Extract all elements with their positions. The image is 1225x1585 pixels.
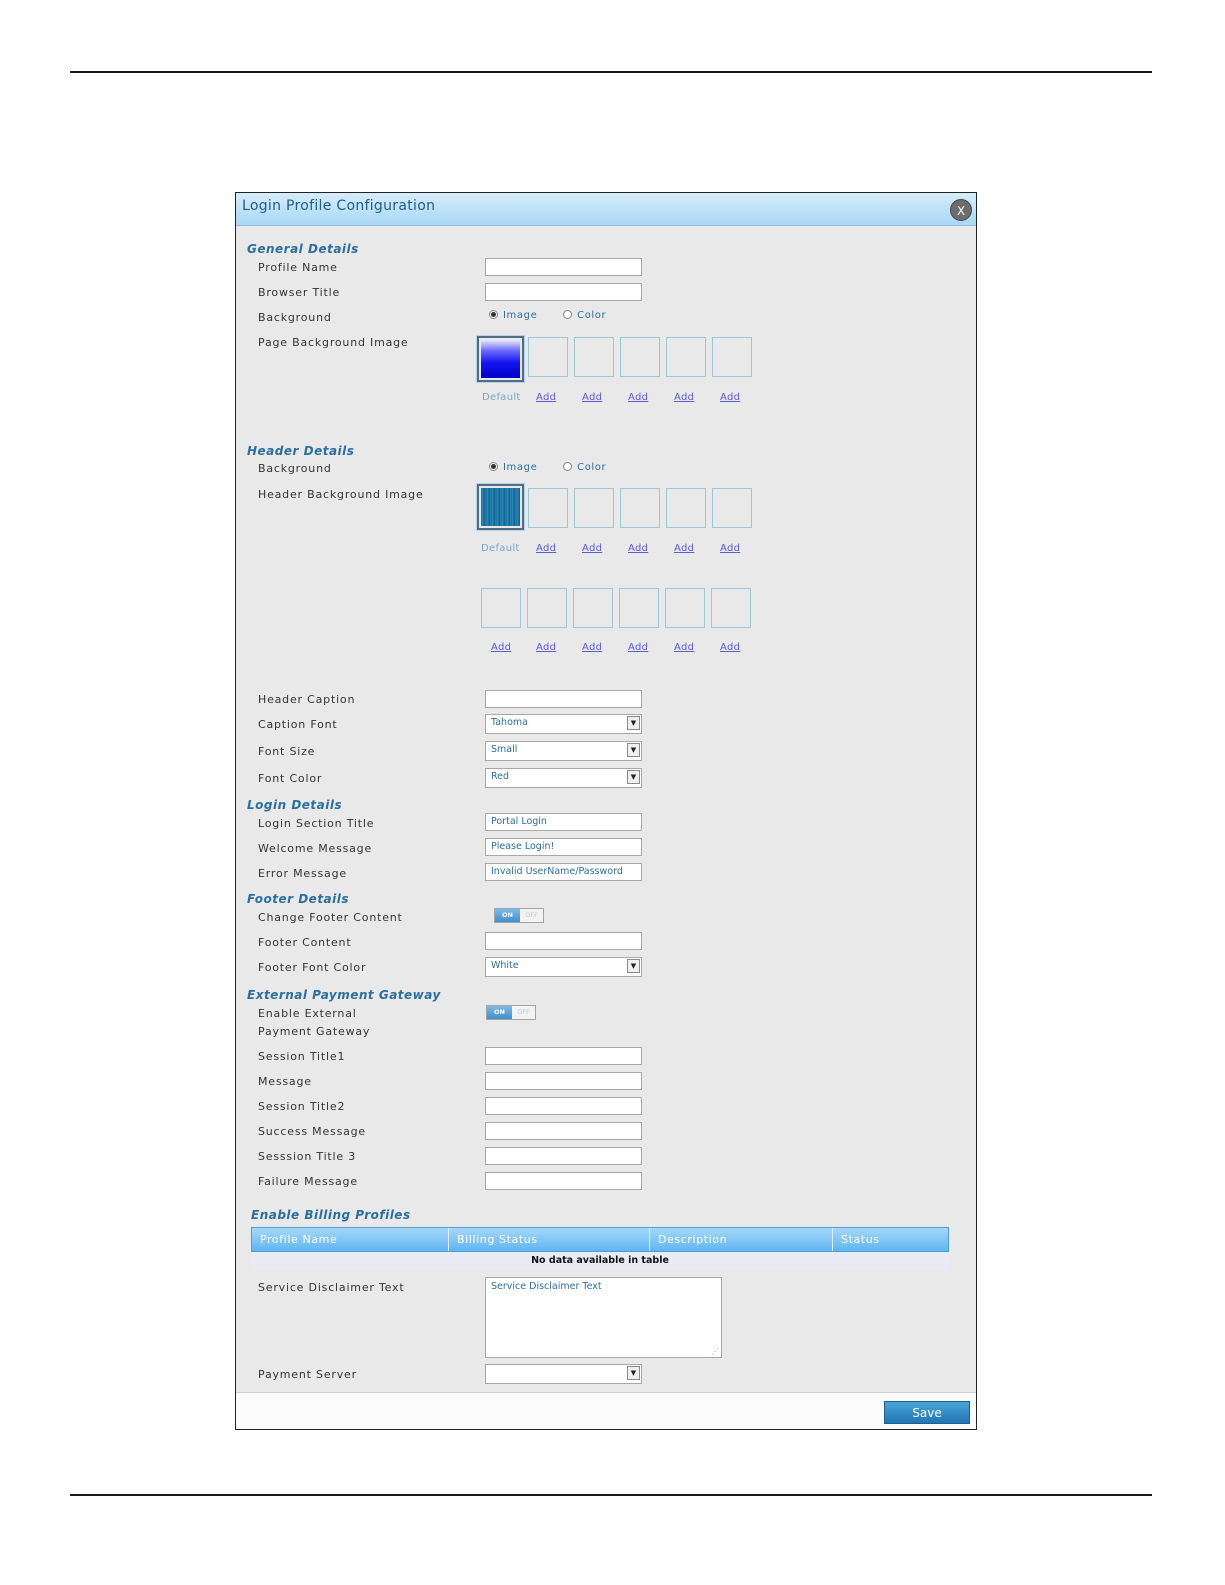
toggle-on-text: ON (487, 1006, 512, 1019)
radio-checked-icon[interactable] (489, 462, 498, 471)
close-button[interactable]: X (950, 199, 972, 221)
radio-unchecked-icon[interactable] (563, 310, 572, 319)
header-bg-thumb-slot[interactable] (528, 488, 568, 528)
font-color-label: Font Color (258, 772, 323, 785)
header-bg-thumb-slot[interactable] (665, 588, 705, 628)
column-header-status[interactable]: Status (841, 1233, 880, 1246)
message-input[interactable] (485, 1072, 642, 1090)
service-disclaimer-label: Service Disclaimer Text (258, 1281, 405, 1294)
payment-server-label: Payment Server (258, 1368, 357, 1381)
section-login-details: Login Details (247, 798, 343, 812)
session-title1-input[interactable] (485, 1047, 642, 1065)
failure-message-label: Failure Message (258, 1175, 358, 1188)
footer-content-input[interactable] (485, 932, 642, 950)
general-bg-color-option[interactable] (563, 310, 606, 321)
header-bg-thumb-slot[interactable] (666, 488, 706, 528)
page-bg-add-link[interactable]: Add (536, 392, 557, 403)
font-size-value: Small (491, 744, 518, 755)
header-bg-add-link[interactable]: Add (674, 543, 695, 554)
billing-table-header (251, 1227, 949, 1252)
caption-font-select[interactable] (485, 714, 642, 734)
profile-name-label: Profile Name (258, 261, 338, 274)
header-bg-add-link[interactable]: Add (582, 642, 603, 653)
page-top-rule (70, 71, 1152, 73)
toggle-off-text: OFF (525, 911, 538, 919)
font-color-select[interactable] (485, 768, 642, 788)
dropdown-arrow-icon[interactable]: ▼ (627, 716, 640, 730)
service-disclaimer-textarea[interactable] (485, 1277, 722, 1358)
header-caption-label: Header Caption (258, 693, 356, 706)
column-header-description[interactable]: Description (650, 1228, 833, 1251)
page-bg-add-link[interactable]: Add (628, 392, 649, 403)
column-header-billing-status[interactable]: Billing Status (449, 1228, 650, 1251)
billing-table-empty-row: No data available in table (251, 1252, 949, 1270)
header-bg-add-link[interactable]: Add (582, 543, 603, 554)
section-external-payment-gateway: External Payment Gateway (247, 988, 441, 1002)
radio-checked-icon[interactable] (489, 310, 498, 319)
dropdown-arrow-icon[interactable]: ▼ (627, 959, 640, 973)
session-title2-label: Session Title2 (258, 1100, 346, 1113)
failure-message-input[interactable] (485, 1172, 642, 1190)
header-bg-thumb-slot[interactable] (620, 488, 660, 528)
save-button[interactable]: Save (884, 1401, 970, 1424)
enable-external-label-line2: Payment Gateway (258, 1025, 371, 1038)
general-background-label: Background (258, 311, 332, 324)
general-bg-image-option[interactable] (489, 310, 537, 321)
header-bg-color-option[interactable] (563, 462, 606, 473)
session-title2-input[interactable] (485, 1097, 642, 1115)
header-bg-thumb-slot[interactable] (481, 588, 521, 628)
caption-font-value: Tahoma (491, 717, 528, 728)
header-caption-input[interactable] (485, 690, 642, 708)
section-enable-billing-profiles: Enable Billing Profiles (251, 1208, 411, 1222)
session-title1-label: Session Title1 (258, 1050, 346, 1063)
resize-grip-icon[interactable]: ⋰ (711, 1347, 719, 1356)
header-bg-thumb-slot[interactable] (527, 588, 567, 628)
page-bg-thumb-slot[interactable] (574, 337, 614, 377)
login-section-title-label: Login Section Title (258, 817, 375, 830)
page-background-image-label: Page Background Image (258, 336, 409, 349)
radio-unchecked-icon[interactable] (563, 462, 572, 471)
blue-texture-image (481, 488, 520, 526)
header-bg-add-link[interactable]: Add (628, 642, 649, 653)
dialog-title-bar (236, 193, 976, 226)
enable-external-label-line1: Enable External (258, 1007, 357, 1020)
header-bg-add-link[interactable]: Add (720, 642, 741, 653)
header-bg-add-link[interactable]: Add (674, 642, 695, 653)
error-message-label: Error Message (258, 867, 347, 880)
change-footer-content-label: Change Footer Content (258, 911, 403, 924)
session-title3-input[interactable] (485, 1147, 642, 1165)
toggle-on-text: ON (495, 909, 520, 922)
message-label: Message (258, 1075, 312, 1088)
header-bg-default-label: Default (481, 543, 520, 554)
header-bg-thumb-slot[interactable] (712, 488, 752, 528)
welcome-message-input[interactable]: Please Login! (485, 838, 642, 856)
page-bg-thumb-slot[interactable] (712, 337, 752, 377)
dropdown-arrow-icon[interactable]: ▼ (627, 743, 640, 757)
page-bg-thumb-slot[interactable] (528, 337, 568, 377)
change-footer-toggle[interactable] (494, 908, 544, 923)
header-bg-add-link[interactable]: Add (491, 642, 512, 653)
page-bg-thumb-slot[interactable] (620, 337, 660, 377)
welcome-message-label: Welcome Message (258, 842, 373, 855)
font-color-value: Red (491, 771, 510, 782)
footer-font-color-select[interactable] (485, 957, 642, 977)
header-bg-add-link[interactable]: Add (720, 543, 741, 554)
profile-name-input[interactable] (485, 258, 642, 276)
login-section-title-input[interactable]: Portal Login (485, 813, 642, 831)
toggle-off-text: OFF (517, 1008, 530, 1016)
page-bg-add-link[interactable]: Add (720, 392, 741, 403)
enable-payment-gateway-toggle[interactable] (486, 1005, 536, 1020)
service-disclaimer-value: Service Disclaimer Text (491, 1281, 602, 1292)
footer-content-label: Footer Content (258, 936, 352, 949)
general-bg-color-text: Color (577, 310, 607, 321)
dialog-title: Login Profile Configuration (242, 198, 436, 214)
dropdown-arrow-icon[interactable]: ▼ (627, 770, 640, 784)
payment-server-select[interactable] (485, 1364, 642, 1384)
success-message-input[interactable] (485, 1122, 642, 1140)
section-header-details: Header Details (247, 444, 355, 458)
browser-title-input[interactable] (485, 283, 642, 301)
header-bg-thumb-slot[interactable] (619, 588, 659, 628)
page-bg-default-label: Default (482, 392, 521, 403)
login-profile-dialog (235, 192, 977, 1430)
caption-font-label: Caption Font (258, 718, 338, 731)
dropdown-arrow-icon[interactable]: ▼ (627, 1366, 640, 1380)
section-general-details: General Details (247, 242, 359, 256)
page-bg-thumb-default[interactable] (477, 336, 524, 382)
font-size-select[interactable] (485, 741, 642, 761)
header-bg-thumb-slot[interactable] (574, 488, 614, 528)
error-message-input[interactable]: Invalid UserName/Password (485, 863, 642, 881)
footer-font-color-value: White (491, 960, 519, 971)
header-bg-image-text: Image (503, 462, 538, 473)
page-bg-add-link[interactable]: Add (674, 392, 695, 403)
header-background-label: Background (258, 462, 332, 475)
font-size-label: Font Size (258, 745, 316, 758)
dialog-footer (236, 1392, 976, 1429)
general-bg-image-text: Image (503, 310, 538, 321)
header-bg-add-link[interactable]: Add (628, 543, 649, 554)
column-header-profile-name[interactable]: Profile Name (252, 1228, 449, 1251)
section-footer-details: Footer Details (247, 892, 350, 906)
header-bg-image-option[interactable] (489, 462, 537, 473)
header-bg-color-text: Color (577, 462, 607, 473)
general-background-radio-group (489, 310, 628, 321)
page-bottom-rule (70, 1494, 1152, 1496)
header-bg-add-link[interactable]: Add (536, 642, 557, 653)
blue-gradient-image (481, 340, 520, 378)
page-bg-thumb-slot[interactable] (666, 337, 706, 377)
header-background-radio-group (489, 462, 628, 473)
footer-font-color-label: Footer Font Color (258, 961, 367, 974)
header-bg-add-link[interactable]: Add (536, 543, 557, 554)
header-bg-thumb-default[interactable] (477, 484, 524, 530)
browser-title-label: Browser Title (258, 286, 341, 299)
header-background-image-label: Header Background Image (258, 488, 424, 501)
success-message-label: Success Message (258, 1125, 366, 1138)
header-bg-thumb-slot[interactable] (573, 588, 613, 628)
page-bg-add-link[interactable]: Add (582, 392, 603, 403)
header-bg-thumb-slot[interactable] (711, 588, 751, 628)
session-title3-label: Sesssion Title 3 (258, 1150, 357, 1163)
